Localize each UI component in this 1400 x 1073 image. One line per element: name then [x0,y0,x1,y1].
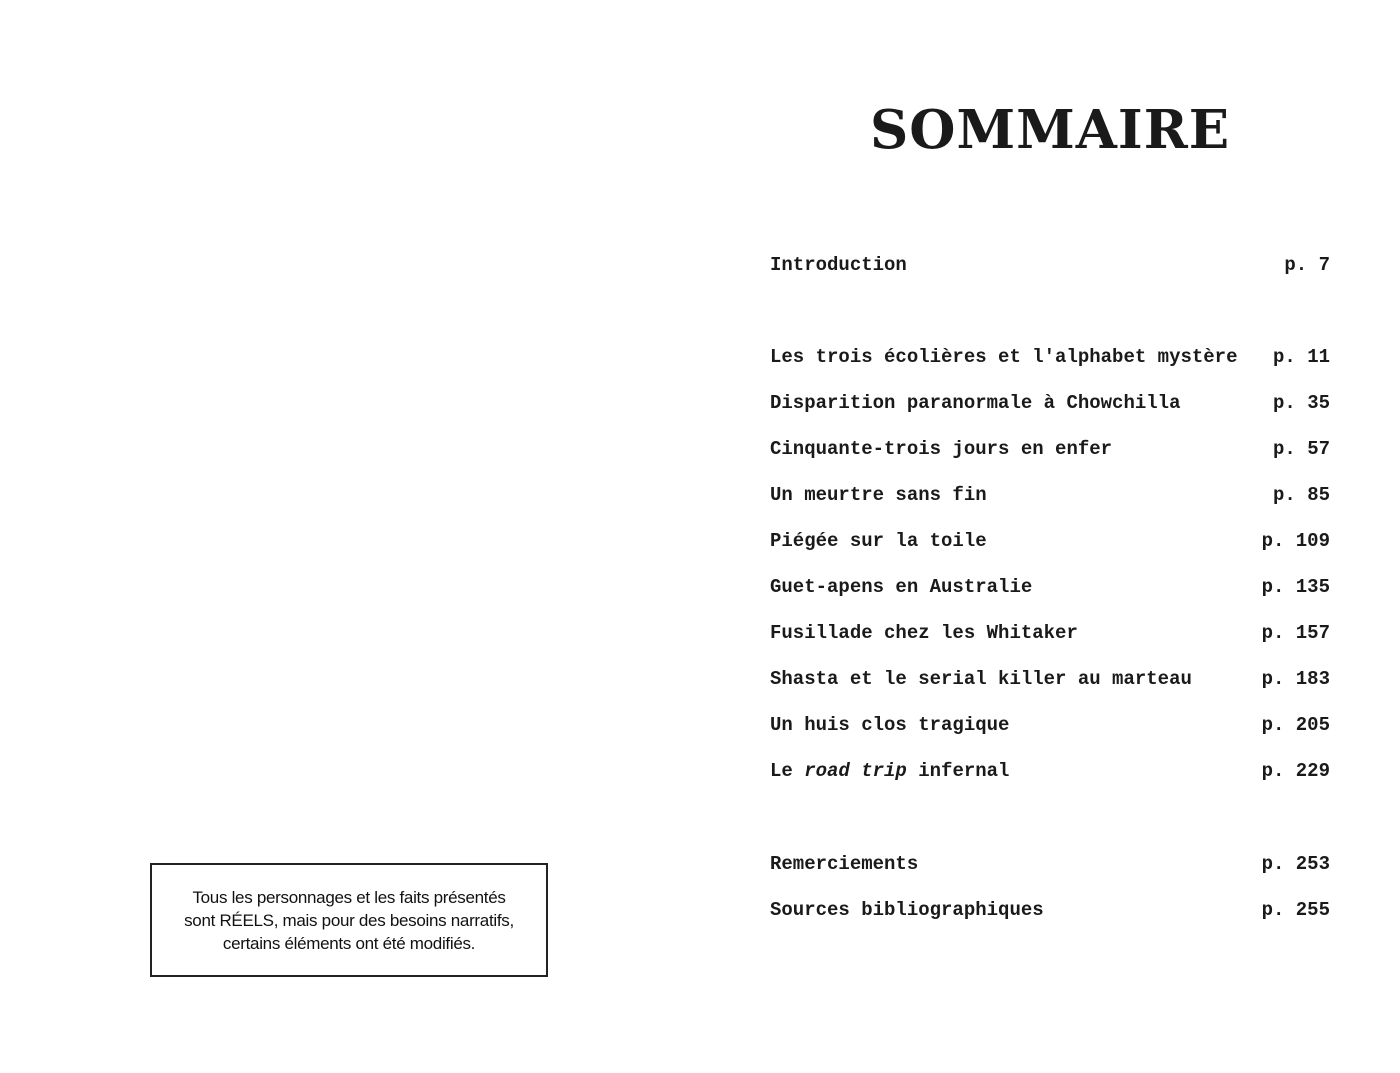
toc-entry-chapter-10 [770,758,1330,784]
toc-entry-page: p. 11 [1272,346,1330,368]
disclaimer-box [150,863,548,977]
disclaimer-line: sont RÉELS, mais pour des besoins narratifs, [184,910,514,930]
toc-entry-label: Un meurtre sans fin [770,484,987,506]
toc-entry-page: p. 109 [1261,530,1330,552]
toc-entry-chapter-9 [770,712,1330,738]
toc-entry-page: p. 255 [1261,899,1330,921]
toc-entry-page: p. 35 [1272,392,1330,414]
toc-entry-label [770,758,1009,784]
toc-entry-label: Sources bibliographiques [770,899,1044,921]
toc-entry-chapter-7 [770,620,1330,646]
toc-entry-label: Cinquante-trois jours en enfer [770,438,1113,460]
toc-entry-page: p. 57 [1272,438,1330,460]
toc-entry-label: Disparition paranormale à Chowchilla [770,392,1181,414]
toc-entry-page: p. 183 [1261,668,1330,690]
toc-entry-sources [770,897,1330,923]
toc-label-part: infernal [906,760,1010,782]
toc-entry-page: p. 229 [1261,760,1330,782]
disclaimer-line: Tous les personnages et les faits présentés [192,887,506,907]
toc-entry-chapter-6 [770,574,1330,600]
toc-entry-label: Piégée sur la toile [770,530,987,552]
toc-entry-label: Shasta et le serial killer au marteau [770,668,1192,690]
toc-entry-chapter-4 [770,482,1330,508]
toc-entry-chapter-3 [770,436,1330,462]
toc-entry-label: Un huis clos tragique [770,714,1010,736]
toc-entry-page: p. 205 [1261,714,1330,736]
toc-label-part: Le [770,760,805,782]
toc-entry-label: Introduction [770,254,907,276]
toc-entry-page: p. 135 [1261,576,1330,598]
toc-entry-label: Remerciements [770,853,919,875]
toc-entry-chapter-8 [770,666,1330,692]
toc-entry-chapter-1 [770,344,1330,370]
toc-entry-page: p. 157 [1261,622,1330,644]
toc-entry-label: Fusillade chez les Whitaker [770,622,1078,644]
toc-entry-label: Les trois écolières et l'alphabet mystère [770,346,1238,368]
toc-entry-chapter-5 [770,528,1330,554]
page-title: SOMMAIRE [870,99,1231,161]
toc-entry-page: p. 7 [1284,254,1330,276]
disclaimer-text [166,886,532,955]
toc-label-italic-part: road trip [804,760,907,782]
toc-entry-chapter-2 [770,390,1330,416]
toc-entry-label: Guet-apens en Australie [770,576,1033,598]
toc-entry-remerciements [770,851,1330,877]
toc-entry-introduction [770,252,1330,278]
disclaimer-line: certains éléments ont été modifiés. [222,933,476,953]
toc-entry-page: p. 253 [1261,853,1330,875]
toc-entry-page: p. 85 [1272,484,1330,506]
